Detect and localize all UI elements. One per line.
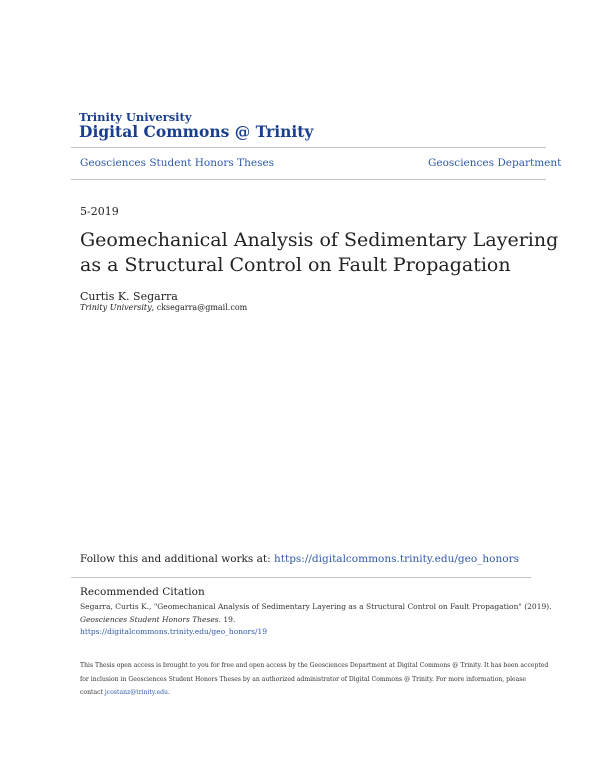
- citation-series: Geosciences Student Honors Theses: [80, 614, 219, 624]
- citation-text: [80, 601, 552, 639]
- department-link[interactable]: Geosciences Department: [428, 157, 562, 169]
- repository-name[interactable]: Digital Commons @ Trinity: [79, 122, 314, 141]
- author-email: , cksegarra@gmail.com: [151, 303, 248, 312]
- title-line: Geomechanical Analysis of Sedimentary Layering: [80, 229, 559, 251]
- title-line: as a Structural Control on Fault Propagation: [80, 254, 511, 276]
- divider: [71, 147, 546, 148]
- institution-name[interactable]: Trinity University: [79, 110, 192, 124]
- follow-label: Follow this and additional works at:: [80, 553, 274, 565]
- series-link[interactable]: Geosciences Student Honors Theses: [80, 157, 275, 169]
- citation-heading: Recommended Citation: [80, 586, 205, 598]
- citation-line: [80, 614, 552, 627]
- divider: [71, 577, 531, 578]
- author-affiliation: [80, 303, 247, 312]
- paper-title: [80, 228, 558, 278]
- citation-link[interactable]: https://digitalcommons.trinity.edu/geo_honors/19: [80, 627, 268, 636]
- citation-line: [80, 626, 552, 639]
- affiliation-name: Trinity University: [80, 303, 152, 312]
- license-line: for inclusion in Geosciences Student Honors Theses by an authorized administrator of Digital Commons @ Trinity. For more information, please: [80, 675, 526, 683]
- publication-date: 5-2019: [80, 205, 119, 218]
- citation-line: Segarra, Curtis K., "Geomechanical Analysis of Sedimentary Layering as a Structural Control on Fault Propagation" (2019).: [80, 602, 552, 611]
- license-notice: [80, 659, 548, 700]
- license-line: This Thesis open access is brought to you for free and open access by the Geosciences Department at Digital Commons @ Trinity. It has been accepted: [80, 662, 549, 669]
- collection-link[interactable]: https://digitalcommons.trinity.edu/geo_honors: [274, 553, 519, 565]
- contact-email-link[interactable]: jcostanz@trinity.edu: [104, 689, 168, 696]
- follow-works: [80, 553, 519, 565]
- license-period: .: [167, 689, 170, 696]
- license-contact-label: contact: [80, 689, 105, 696]
- author-name: Curtis K. Segarra: [80, 290, 178, 303]
- divider: [71, 179, 546, 180]
- license-line: [80, 686, 548, 700]
- citation-number: . 19.: [218, 614, 236, 624]
